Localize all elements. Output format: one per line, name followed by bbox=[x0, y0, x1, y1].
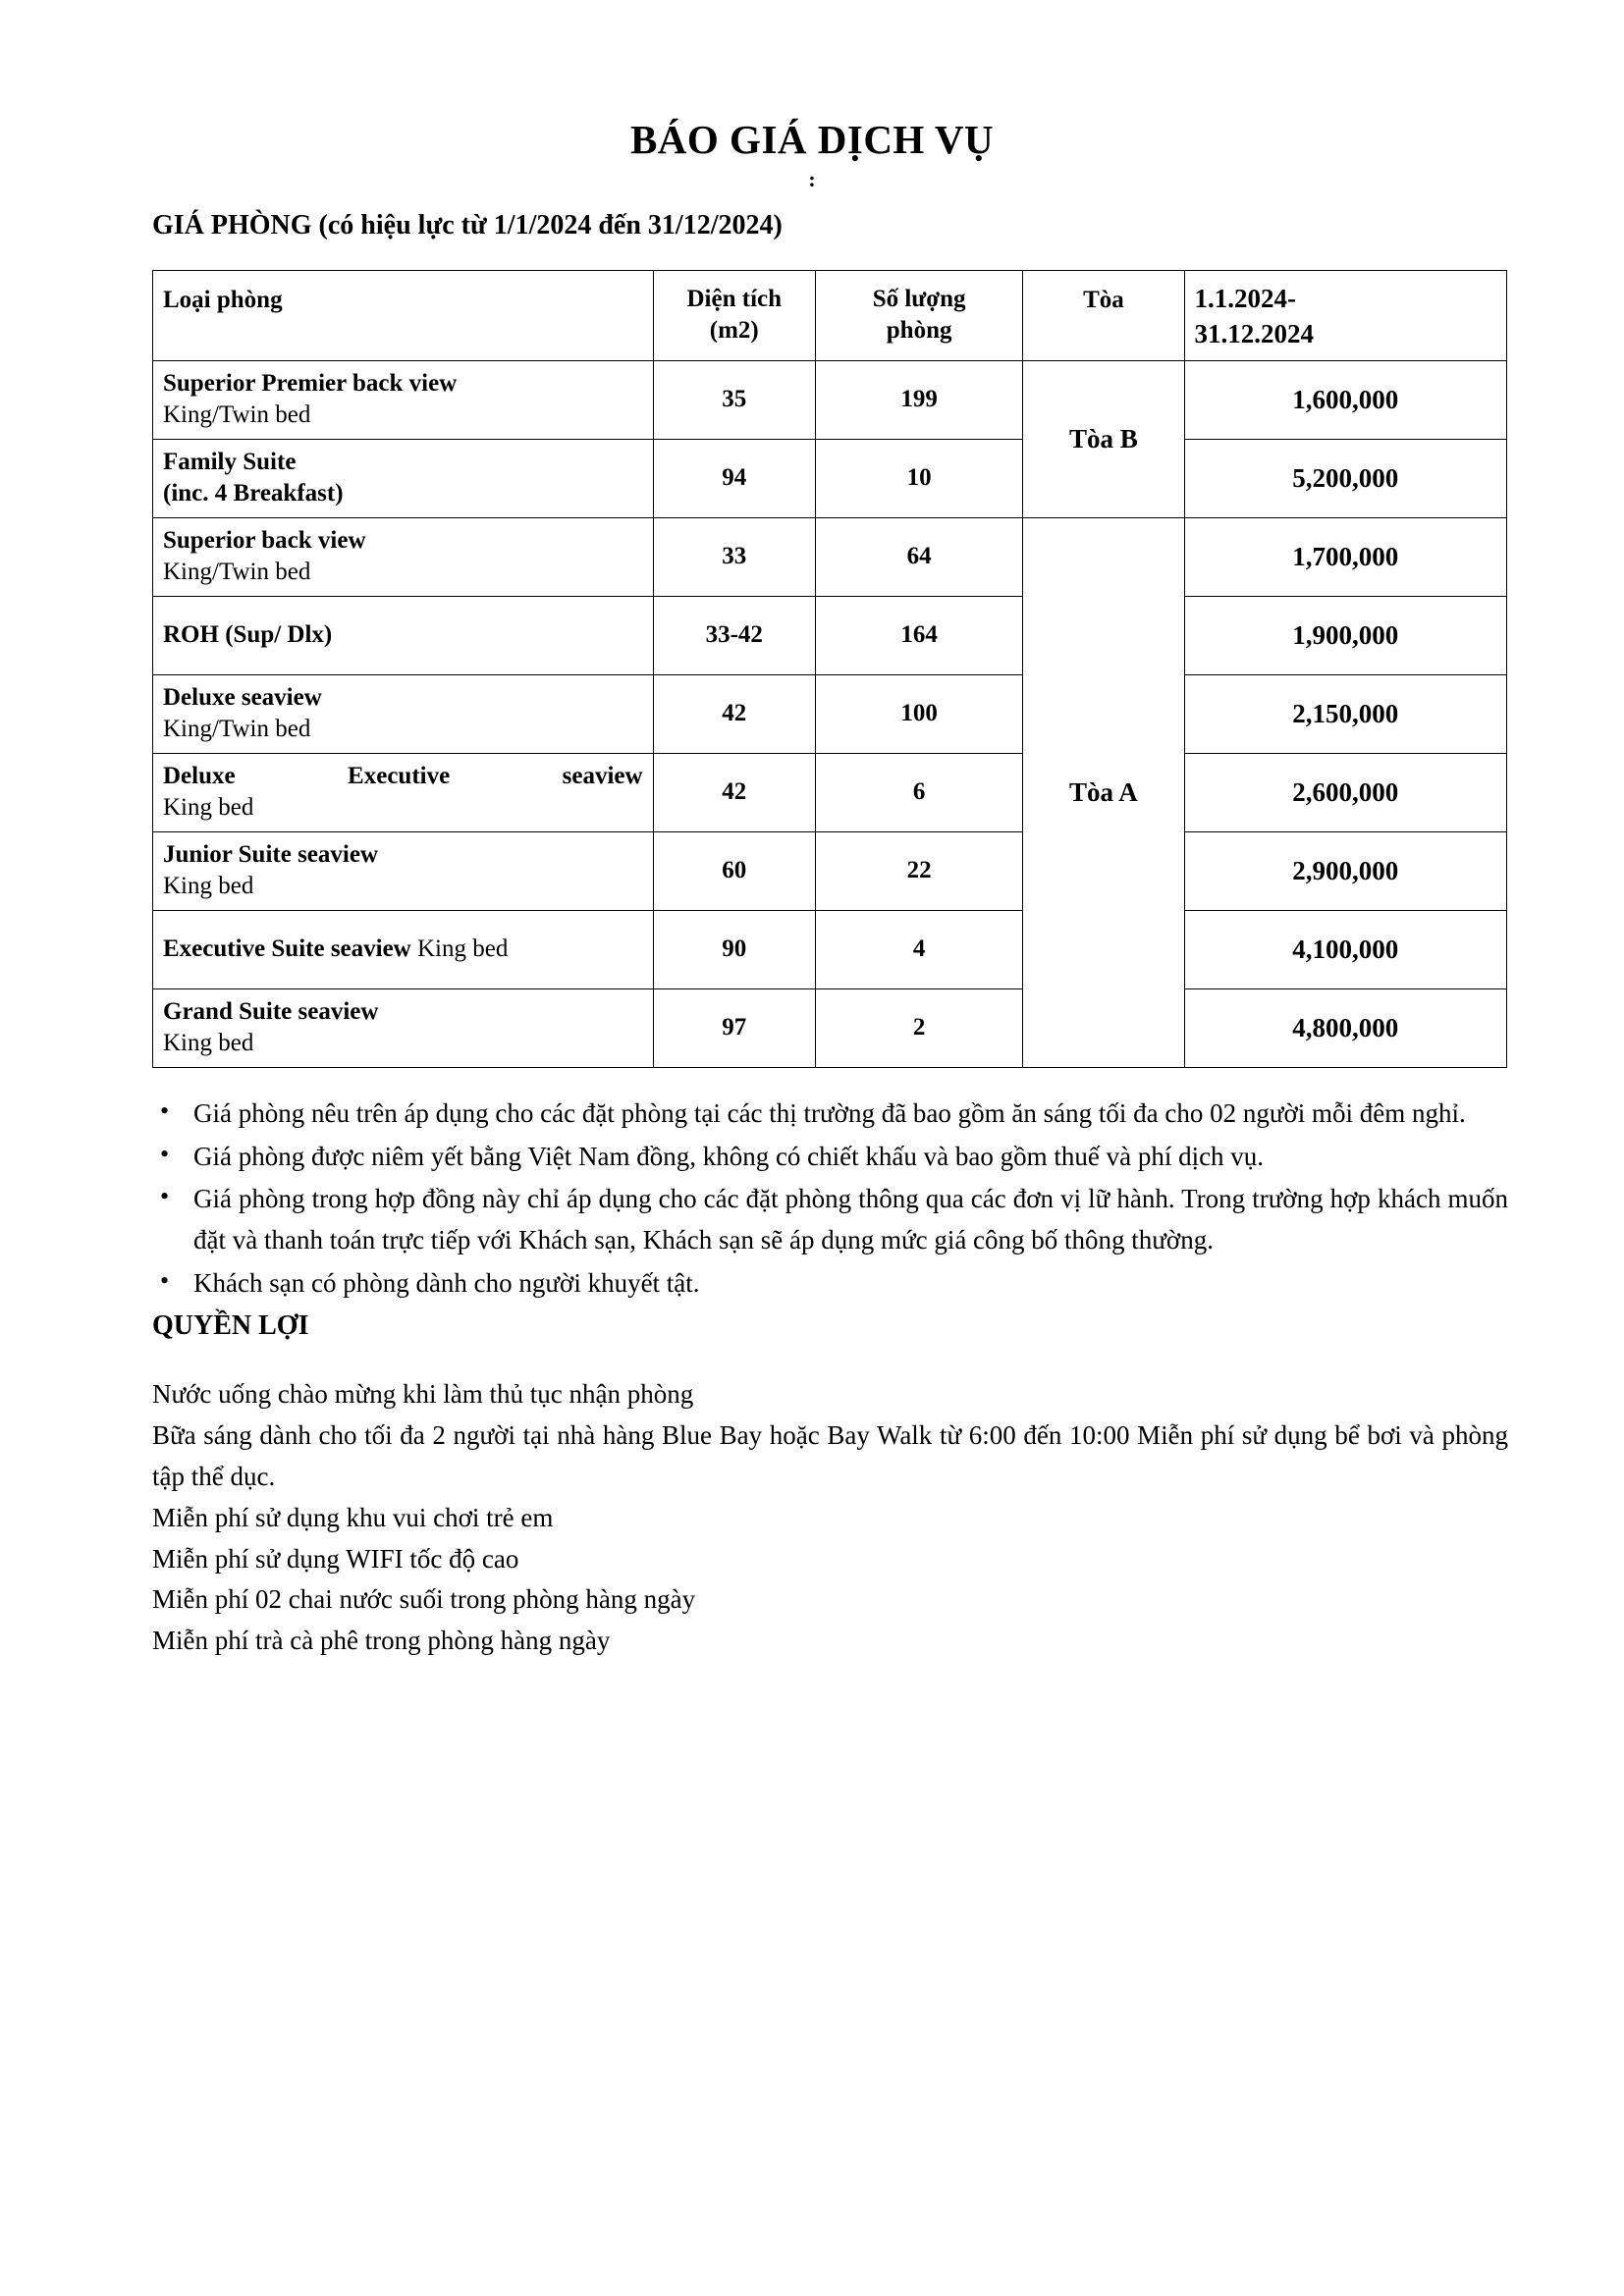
page-title: BÁO GIÁ DỊCH VỤ bbox=[629, 117, 995, 162]
table-row bbox=[153, 753, 1507, 831]
section-heading-room-price: GIÁ PHÒNG (có hiệu lực từ 1/1/2024 đến 31/12/2024) bbox=[152, 210, 783, 241]
room-type-name: Superior back view bbox=[163, 526, 366, 554]
cell-room-type bbox=[153, 517, 654, 596]
benefit-item: Bữa sáng dành cho tối đa 2 người tại nhà hàng Blue Bay hoặc Bay Walk từ 6:00 đến 10:00 Miễn phí sử dụng bể bơi và phòng tập thể dục. bbox=[152, 1420, 1508, 1491]
cell-area: 94 bbox=[653, 439, 815, 517]
room-type-note: (inc. 4 Breakfast) bbox=[163, 480, 344, 507]
notes-list bbox=[0, 1068, 1624, 1305]
cell-quantity: 64 bbox=[815, 517, 1022, 596]
room-price-table bbox=[152, 270, 1507, 1068]
table-row bbox=[153, 596, 1507, 674]
room-type-bed: King bed bbox=[163, 794, 254, 822]
column-header-price-period bbox=[1184, 270, 1506, 360]
list-item: • Giá phòng được niêm yết bằng Việt Nam đồng, không có chiết khấu và bao gồm thuế và phí dịch vụ. bbox=[152, 1137, 1508, 1178]
cell-room-type bbox=[153, 753, 654, 831]
cell-quantity: 10 bbox=[815, 439, 1022, 517]
room-type-bed: King/Twin bed bbox=[163, 559, 311, 586]
benefits-list bbox=[0, 1374, 1624, 1662]
cell-quantity: 22 bbox=[815, 831, 1022, 910]
room-type-bed: King bed bbox=[416, 935, 509, 963]
cell-room-type: ROH (Sup/ Dlx) bbox=[153, 596, 654, 674]
table-row bbox=[153, 831, 1507, 910]
benefit-item: Miễn phí sử dụng WIFI tốc độ cao bbox=[152, 1543, 519, 1574]
column-header-quantity-line1: Số lượng bbox=[872, 285, 966, 312]
table-row bbox=[153, 517, 1507, 596]
column-header-room-type: Loại phòng bbox=[153, 270, 654, 360]
room-type-name: Family Suite bbox=[163, 448, 297, 475]
table-row bbox=[153, 910, 1507, 988]
room-type-name: Executive Suite seaview bbox=[163, 935, 411, 963]
benefit-item: Nước uống chào mừng khi làm thủ tục nhận phòng bbox=[152, 1379, 694, 1410]
table-header bbox=[153, 270, 1507, 360]
column-header-area bbox=[653, 270, 815, 360]
list-item: • Giá phòng trong hợp đồng này chỉ áp dụng cho các đặt phòng thông qua các đơn vị lữ hành. Trong trường hợp khách muốn đặt và thanh toán trực tiếp với Khách sạn, Khách sạn sẽ áp dụng mức giá công bố thông thường. bbox=[152, 1179, 1508, 1261]
cell-quantity: 164 bbox=[815, 596, 1022, 674]
benefit-item: Miễn phí sử dụng khu vui chơi trẻ em bbox=[152, 1502, 554, 1532]
room-type-bed: King bed bbox=[163, 1030, 254, 1057]
cell-area: 33 bbox=[653, 517, 815, 596]
column-header-area-line1: Diện tích bbox=[686, 285, 783, 312]
cell-quantity: 4 bbox=[815, 910, 1022, 988]
cell-price: 5,200,000 bbox=[1184, 439, 1506, 517]
cell-area: 97 bbox=[653, 988, 815, 1067]
room-type-name: Superior Premier back view bbox=[163, 369, 458, 397]
cell-building-b: Tòa B bbox=[1023, 360, 1184, 517]
cell-price: 1,600,000 bbox=[1184, 360, 1506, 439]
cell-room-type bbox=[153, 910, 654, 988]
price-table-container bbox=[0, 270, 1624, 1068]
column-header-quantity-line2: phòng bbox=[886, 317, 952, 345]
table-row bbox=[153, 360, 1507, 439]
room-type-name: Deluxe Executive seaview bbox=[163, 762, 643, 789]
cell-area: 35 bbox=[653, 360, 815, 439]
table-row bbox=[153, 674, 1507, 753]
table-body bbox=[153, 360, 1507, 1067]
cell-price: 2,150,000 bbox=[1184, 674, 1506, 753]
table-row bbox=[153, 439, 1507, 517]
column-header-area-line2: (m2) bbox=[709, 317, 759, 345]
cell-room-type bbox=[153, 360, 654, 439]
title-colon-mark: : bbox=[808, 167, 816, 192]
room-type-name: Deluxe seaview bbox=[163, 683, 322, 711]
list-item: • Giá phòng nêu trên áp dụng cho các đặt phòng tại các thị trường đã bao gồm ăn sáng tối đa cho 02 người mỗi đêm nghỉ. bbox=[152, 1094, 1508, 1135]
table-header-row bbox=[153, 270, 1507, 360]
cell-building-a: Tòa A bbox=[1023, 517, 1184, 1067]
table-row bbox=[153, 988, 1507, 1067]
benefit-item: Miễn phí trà cà phê trong phòng hàng ngày bbox=[152, 1626, 611, 1656]
cell-price: 2,900,000 bbox=[1184, 831, 1506, 910]
cell-area: 60 bbox=[653, 831, 815, 910]
cell-area: 33-42 bbox=[653, 596, 815, 674]
benefit-item: Miễn phí 02 chai nước suối trong phòng hàng ngày bbox=[152, 1584, 696, 1615]
column-header-price-line2: 31.12.2024 bbox=[1194, 318, 1315, 348]
cell-quantity: 199 bbox=[815, 360, 1022, 439]
cell-area: 42 bbox=[653, 753, 815, 831]
cell-price: 1,700,000 bbox=[1184, 517, 1506, 596]
column-header-price-line1: 1.1.2024- bbox=[1194, 283, 1297, 313]
room-type-bed: King/Twin bed bbox=[163, 716, 311, 743]
cell-price: 2,600,000 bbox=[1184, 753, 1506, 831]
cell-quantity: 6 bbox=[815, 753, 1022, 831]
cell-quantity: 2 bbox=[815, 988, 1022, 1067]
column-header-quantity bbox=[815, 270, 1022, 360]
room-type-name: Grand Suite seaview bbox=[163, 997, 379, 1025]
room-type-bed: King bed bbox=[163, 873, 254, 900]
benefits-heading: QUYỀN LỢI bbox=[152, 1309, 309, 1341]
list-item: • Khách sạn có phòng dành cho người khuyết tật. bbox=[152, 1263, 1508, 1305]
cell-area: 90 bbox=[653, 910, 815, 988]
cell-room-type bbox=[153, 831, 654, 910]
cell-price: 4,800,000 bbox=[1184, 988, 1506, 1067]
column-header-building: Tòa bbox=[1023, 270, 1184, 360]
cell-room-type bbox=[153, 439, 654, 517]
cell-price: 1,900,000 bbox=[1184, 596, 1506, 674]
room-type-bed: King/Twin bed bbox=[163, 401, 311, 429]
cell-room-type bbox=[153, 988, 654, 1067]
cell-price: 4,100,000 bbox=[1184, 910, 1506, 988]
cell-room-type bbox=[153, 674, 654, 753]
cell-area: 42 bbox=[653, 674, 815, 753]
cell-quantity: 100 bbox=[815, 674, 1022, 753]
room-type-name: Junior Suite seaview bbox=[163, 840, 378, 868]
